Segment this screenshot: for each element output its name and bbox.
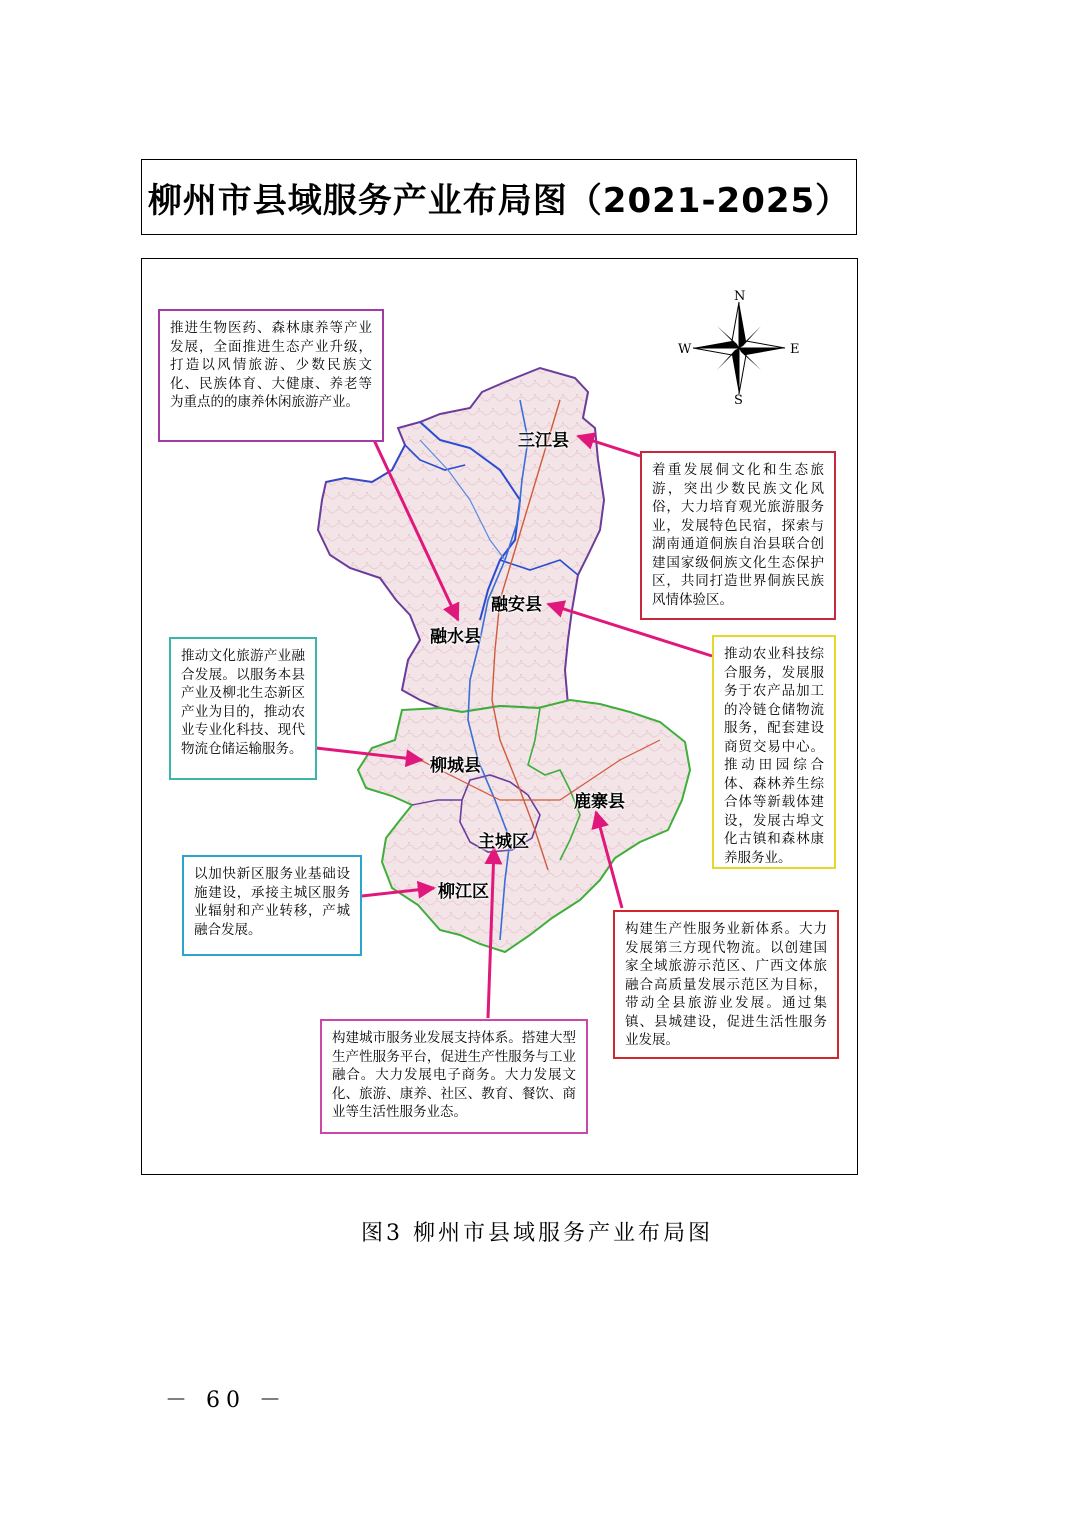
note-liujiang: 以加快新区服务业基础设施建设，承接主城区服务业辐射和产业转移，产城融合发展。	[182, 855, 362, 956]
note-rongan: 推动农业科技综合服务，发展服务于农产品加工的冷链仓储物流服务，配套建设商贸交易中心。推动田园综合体、森林养生综合体等新载体建设，发展古埠文化古镇和森林康养服务业。	[712, 635, 836, 869]
page-number: － 60 －	[165, 1388, 287, 1413]
note-liucheng: 推动文化旅游产业融合发展。以服务本县产业及柳北生态新区产业为目的，推动农业专业化科技、现代物流仓储运输服务。	[169, 637, 317, 780]
compass-west: W	[678, 342, 692, 357]
page-title: 柳州市县域服务产业布局图（2021-2025）	[147, 180, 851, 221]
compass-south: S	[734, 393, 743, 408]
county-label-zhucheng: 主城区	[478, 832, 529, 852]
compass-east: E	[790, 342, 800, 357]
figure-caption: 图3 柳州市县域服务产业布局图	[361, 1221, 713, 1246]
note-rongshui: 推进生物医药、森林康养等产业发展，全面推进生态产业升级，打造以风情旅游、少数民族文化、民族体育、大健康、养老等为重点的的康养休闲旅游产业。	[158, 309, 384, 442]
county-label-sanjiang: 三江县	[518, 431, 569, 451]
county-label-liujiang: 柳江区	[438, 882, 489, 902]
county-label-rongshui: 融水县	[430, 627, 481, 647]
compass-north: N	[734, 289, 746, 304]
note-luzhai: 构建生产性服务业新体系。大力发展第三方现代物流。以创建国家全域旅游示范区、广西文体旅融合高质量发展示范区为目标，带动全县旅游业发展。通过集镇、县城建设，促进生活性服务业发展。	[613, 910, 839, 1059]
county-label-rongan: 融安县	[491, 595, 542, 615]
county-label-luzhai: 鹿寨县	[574, 792, 625, 812]
compass-rose	[693, 302, 785, 394]
note-sanjiang: 着重发展侗文化和生态旅游，突出少数民族文化风俗，大力培育观光旅游服务业，发展特色民宿，探索与湖南通道侗族自治县联合创建国家级侗族文化生态保护区，共同打造世界侗族民族风情体验区。	[640, 451, 836, 620]
note-zhucheng: 构建城市服务业发展支持体系。搭建大型生产性服务平台，促进生产性服务与工业融合。大力发展电子商务。大力发展文化、旅游、康养、社区、教育、餐饮、商业等生活性服务业态。	[320, 1019, 588, 1134]
county-label-liucheng: 柳城县	[430, 756, 481, 776]
